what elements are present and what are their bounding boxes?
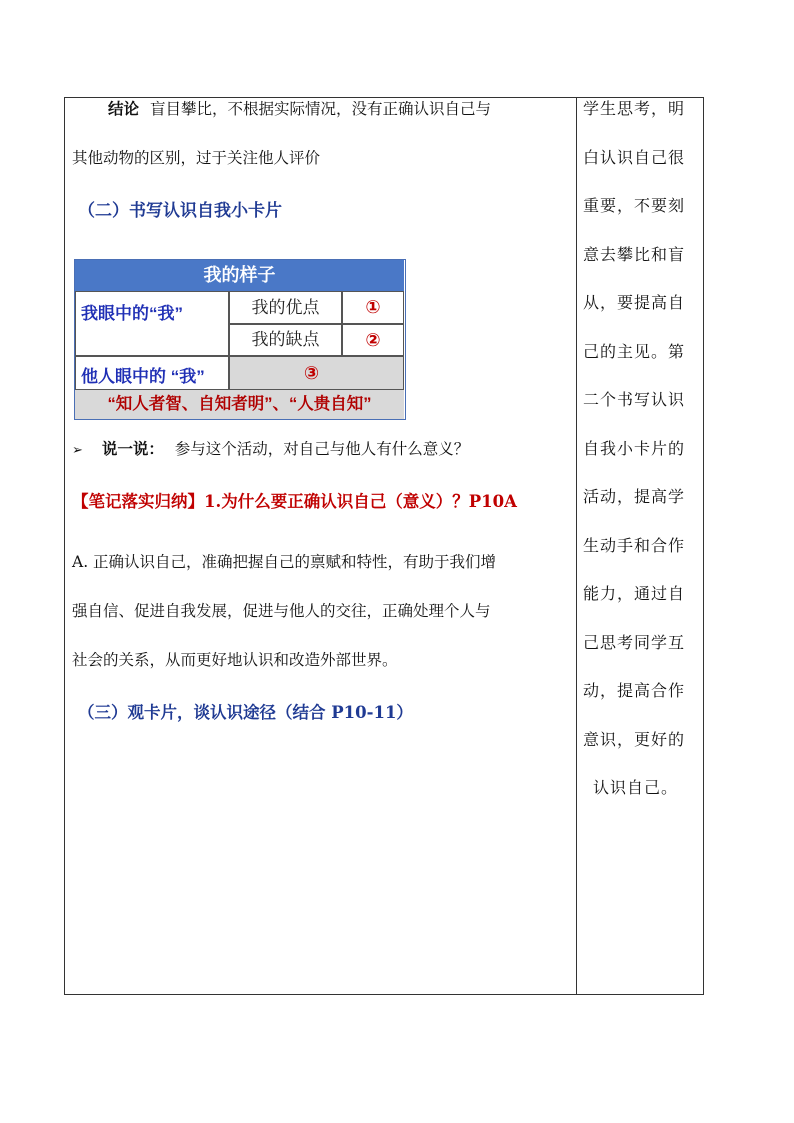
answer-line-1: A. 正确认识自己，准确把握自己的禀赋和特性，有助于我们增 xyxy=(72,553,497,571)
self-card xyxy=(74,259,406,420)
side-line: 学生思考，明 xyxy=(583,99,686,118)
others-label: 他人眼中的 “我” xyxy=(81,367,205,386)
others-label-cell xyxy=(75,356,229,390)
side-line: 活动，提高学 xyxy=(583,487,686,506)
weakness-label-cell xyxy=(229,324,342,356)
strength-mark: ① xyxy=(365,297,381,317)
conclusion-line-2: 其他动物的区别，过于关注他人评价 xyxy=(72,149,321,167)
self-label: 我眼中的“我” xyxy=(81,304,183,323)
side-line: 意去攀比和盲 xyxy=(583,245,686,264)
side-line: 意识，更好的 xyxy=(583,730,686,749)
section3-heading: （三）观卡片，谈认识途径（结合 P10-11） xyxy=(78,703,413,722)
answer-line-2: 强自信、促进自我发展，促进与他人的交往，正确处理个人与 xyxy=(72,602,491,620)
discuss-line xyxy=(72,439,572,461)
strength-label: 我的优点 xyxy=(251,298,320,317)
answer-line-3: 社会的关系，从而更好地认识和改造外部世界。 xyxy=(72,651,398,669)
side-line: 能力，通过自 xyxy=(583,584,686,603)
side-line: 二个书写认识 xyxy=(583,390,686,409)
others-mark-cell xyxy=(229,356,404,390)
self-label-cell xyxy=(75,291,229,356)
side-line: 白认识自己很 xyxy=(583,148,686,167)
discuss-text: 参与这个活动，对自己与他人有什么意义？ xyxy=(174,440,470,458)
conclusion-text: 盲目攀比，不根据实际情况，没有正确认识自己与 xyxy=(149,100,491,118)
card-title: 我的样子 xyxy=(75,260,404,291)
side-line: 从，要提高自 xyxy=(583,293,686,312)
card-quote: “知人者智、自知者明”、“人贵自知” xyxy=(75,390,404,419)
side-line: 自我小卡片的 xyxy=(583,439,686,458)
side-line: 生动手和合作 xyxy=(583,536,686,555)
strength-mark-cell xyxy=(342,291,404,324)
weakness-label: 我的缺点 xyxy=(251,330,320,349)
conclusion-label: 结论 xyxy=(108,99,140,118)
weakness-mark: ② xyxy=(365,330,381,350)
strength-label-cell xyxy=(229,291,342,324)
discuss-label: 说一说： xyxy=(101,439,164,458)
others-mark: ③ xyxy=(303,363,320,383)
side-line: 己思考同学互 xyxy=(583,633,686,652)
side-line: 动，提高合作 xyxy=(583,681,686,700)
column-divider xyxy=(576,97,577,995)
conclusion-line-1 xyxy=(108,99,608,119)
notes-heading: 【笔记落实归纳】1.为什么要正确认识自己（意义）？P10A xyxy=(72,492,517,511)
side-line: 己的主见。第 xyxy=(583,342,686,361)
weakness-mark-cell xyxy=(342,324,404,356)
bullet-arrow-icon: ➢ xyxy=(72,443,83,458)
side-line: 重要，不要刻 xyxy=(583,196,686,215)
side-line: 认识自己。 xyxy=(593,778,679,797)
section2-heading: （二）书写认识自我小卡片 xyxy=(78,201,282,221)
